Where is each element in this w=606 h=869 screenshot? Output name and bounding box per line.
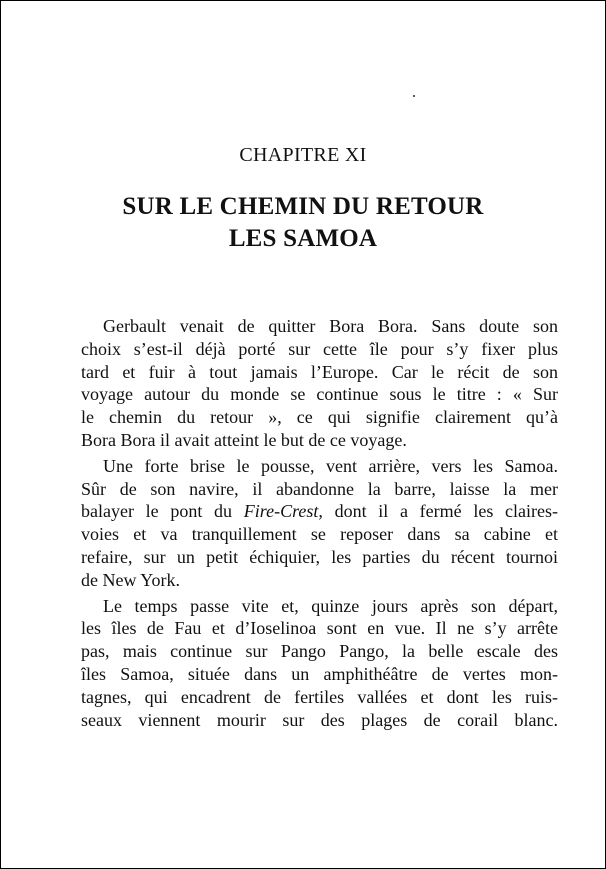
text-line: de New York. bbox=[81, 569, 180, 590]
text-line-with-ship-name bbox=[81, 500, 558, 523]
chapter-title-line-2: LES SAMOA bbox=[228, 225, 378, 252]
text-line: Bora Bora il avait atteint le but de ce voyage. bbox=[81, 429, 407, 450]
text-line: tard et fuir à tout jamais l’Europe. Car le récit de son bbox=[81, 361, 558, 382]
text-line: Une forte brise le pousse, vent arrière, vers les Samoa. bbox=[103, 455, 558, 476]
text-line: le chemin du retour », ce qui signifie clairement qu’à bbox=[81, 407, 558, 428]
chapter-number: CHAPITRE XI bbox=[239, 144, 367, 166]
text-line: voies et va tranquillement se reposer dans sa cabine et bbox=[81, 524, 558, 545]
paragraph-1 bbox=[81, 315, 558, 452]
text-line: îles Samoa, située dans un amphithéâtre de vertes mon- bbox=[81, 663, 558, 684]
text-line: les îles de Fau et d’Ioselinoa sont en vue. Il ne s’y arrête bbox=[81, 618, 558, 639]
text-segment: balayer le pont du bbox=[81, 501, 244, 522]
text-segment: dont il a fermé les claires- bbox=[322, 501, 558, 522]
text-line: seaux viennent mourir sur des plages de corail blanc. bbox=[81, 709, 558, 730]
text-line: pas, mais continue sur Pango Pango, la belle escale des bbox=[81, 641, 558, 662]
text-line: Le temps passe vite et, quinze jours après son départ, bbox=[103, 595, 558, 616]
text-line: choix s’est-il déjà porté sur cette île pour s’y fixer plus bbox=[81, 338, 558, 359]
ship-name: Fire-Crest, bbox=[243, 501, 323, 522]
chapter-title-line-1: SUR LE CHEMIN DU RETOUR bbox=[122, 193, 484, 220]
text-line: refaire, sur un petit échiquier, les parties du récent tournoi bbox=[81, 546, 558, 567]
body-text bbox=[81, 315, 558, 731]
paragraph-3 bbox=[81, 595, 558, 732]
text-line: tagnes, qui encadrent de fertiles vallées et dont les ruis- bbox=[81, 686, 558, 707]
paragraph-2 bbox=[81, 455, 558, 592]
chapter-title bbox=[1, 191, 605, 255]
text-line: voyage autour du monde se continue sous le titre : « Sur bbox=[81, 384, 558, 405]
text-line: Sûr de son navire, il abandonne la barre, laisse la mer bbox=[81, 478, 558, 499]
print-speck bbox=[413, 95, 415, 97]
text-line: Gerbault venait de quitter Bora Bora. Sans doute son bbox=[103, 316, 558, 336]
